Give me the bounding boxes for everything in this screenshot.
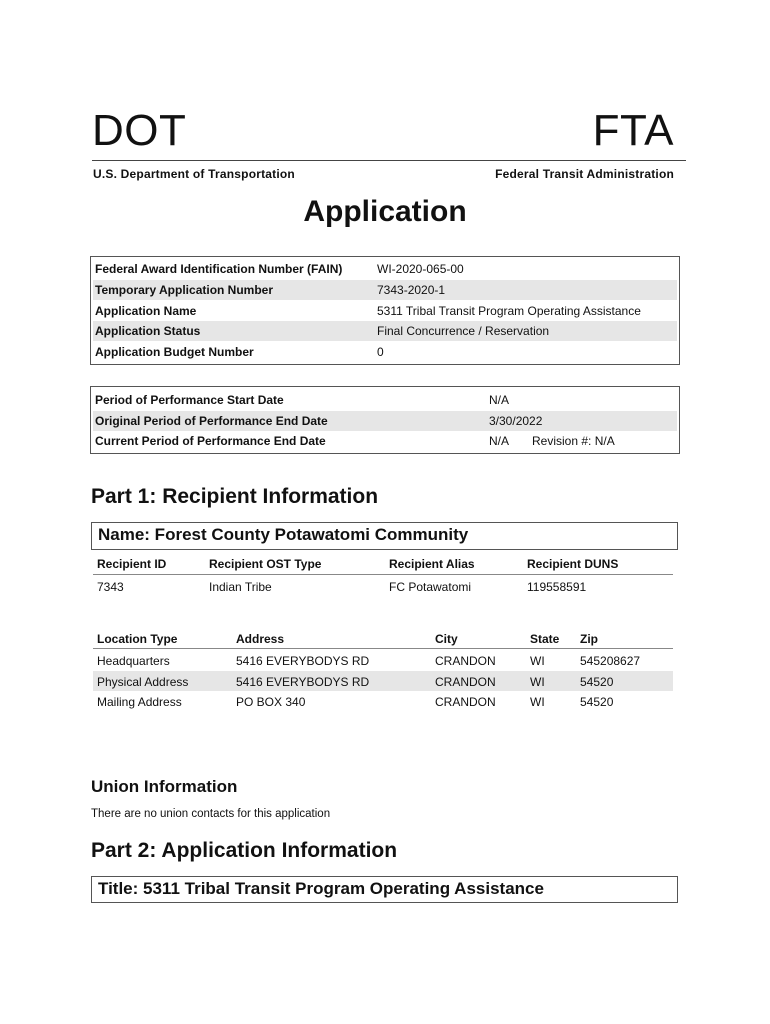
column-header: Address [236,632,285,646]
recipient-duns: 119558591 [527,580,587,594]
page-title: Application [303,195,467,228]
period-row [93,431,677,451]
location-zip: 54520 [580,675,614,689]
location-zip: 545208627 [580,654,641,668]
location-address: 5416 EVERYBODYS RD [236,675,370,689]
location-type: Headquarters [97,654,170,668]
info-label: Temporary Application Number [95,283,274,297]
period-label: Current Period of Performance End Date [95,434,326,448]
period-value: N/A [489,393,510,407]
info-value: 7343-2020-1 [377,283,446,297]
location-type: Mailing Address [97,695,182,709]
period-label: Period of Performance Start Date [95,393,284,407]
info-row [93,301,677,321]
recipient-alias: FC Potawatomi [389,580,472,594]
info-row [93,321,677,341]
recipient-name: Name: Forest County Potawatomi Community [91,522,678,550]
fta-heading: FTA [592,106,674,155]
column-header: Zip [580,632,598,646]
info-row [93,280,677,300]
recipient-id: 7343 [97,580,124,594]
column-header: Recipient OST Type [209,557,322,571]
column-header: Recipient DUNS [527,557,619,571]
dot-heading: DOT [92,106,187,155]
location-city: CRANDON [435,654,496,668]
part2-heading: Part 2: Application Information [91,839,398,862]
header-rule [93,648,673,649]
dot-subtitle: U.S. Department of Transportation [93,167,295,181]
period-row [93,411,677,431]
column-header: Recipient ID [97,557,167,571]
part1-heading: Part 1: Recipient Information [91,485,379,508]
info-row [93,259,677,279]
info-label: Application Budget Number [95,345,254,359]
location-city: CRANDON [435,675,496,689]
location-address: 5416 EVERYBODYS RD [236,654,370,668]
header-divider [92,160,686,161]
fta-subtitle: Federal Transit Administration [495,167,674,181]
recipient-ost-type: Indian Tribe [209,580,272,594]
info-value: 0 [377,345,384,359]
period-value: 3/30/2022 [489,414,543,428]
union-text: There are no union contacts for this application [91,808,331,820]
period-value: N/A [489,434,510,448]
column-header: Location Type [97,632,178,646]
period-row [93,390,677,410]
location-state: WI [530,654,545,668]
info-label: Application Name [95,304,197,318]
header-rule [93,574,673,575]
location-address: PO BOX 340 [236,695,306,709]
info-label: Application Status [95,324,201,338]
application-info-box [90,256,680,365]
info-value: WI-2020-065-00 [377,262,464,276]
column-header: City [435,632,458,646]
info-row [93,342,677,362]
info-label: Federal Award Identification Number (FAIN) [95,262,343,276]
application-title: Title: 5311 Tribal Transit Program Operating Assistance [91,876,678,903]
location-state: WI [530,675,545,689]
info-value: Final Concurrence / Reservation [377,324,550,338]
location-state: WI [530,695,545,709]
revision-value: Revision #: N/A [532,434,615,448]
info-value: 5311 Tribal Transit Program Operating Assistance [377,304,641,318]
column-header: State [530,632,560,646]
location-city: CRANDON [435,695,496,709]
column-header: Recipient Alias [389,557,475,571]
location-zip: 54520 [580,695,614,709]
location-type: Physical Address [97,675,189,689]
period-label: Original Period of Performance End Date [95,414,328,428]
period-box [90,386,680,454]
union-heading: Union Information [91,777,238,796]
